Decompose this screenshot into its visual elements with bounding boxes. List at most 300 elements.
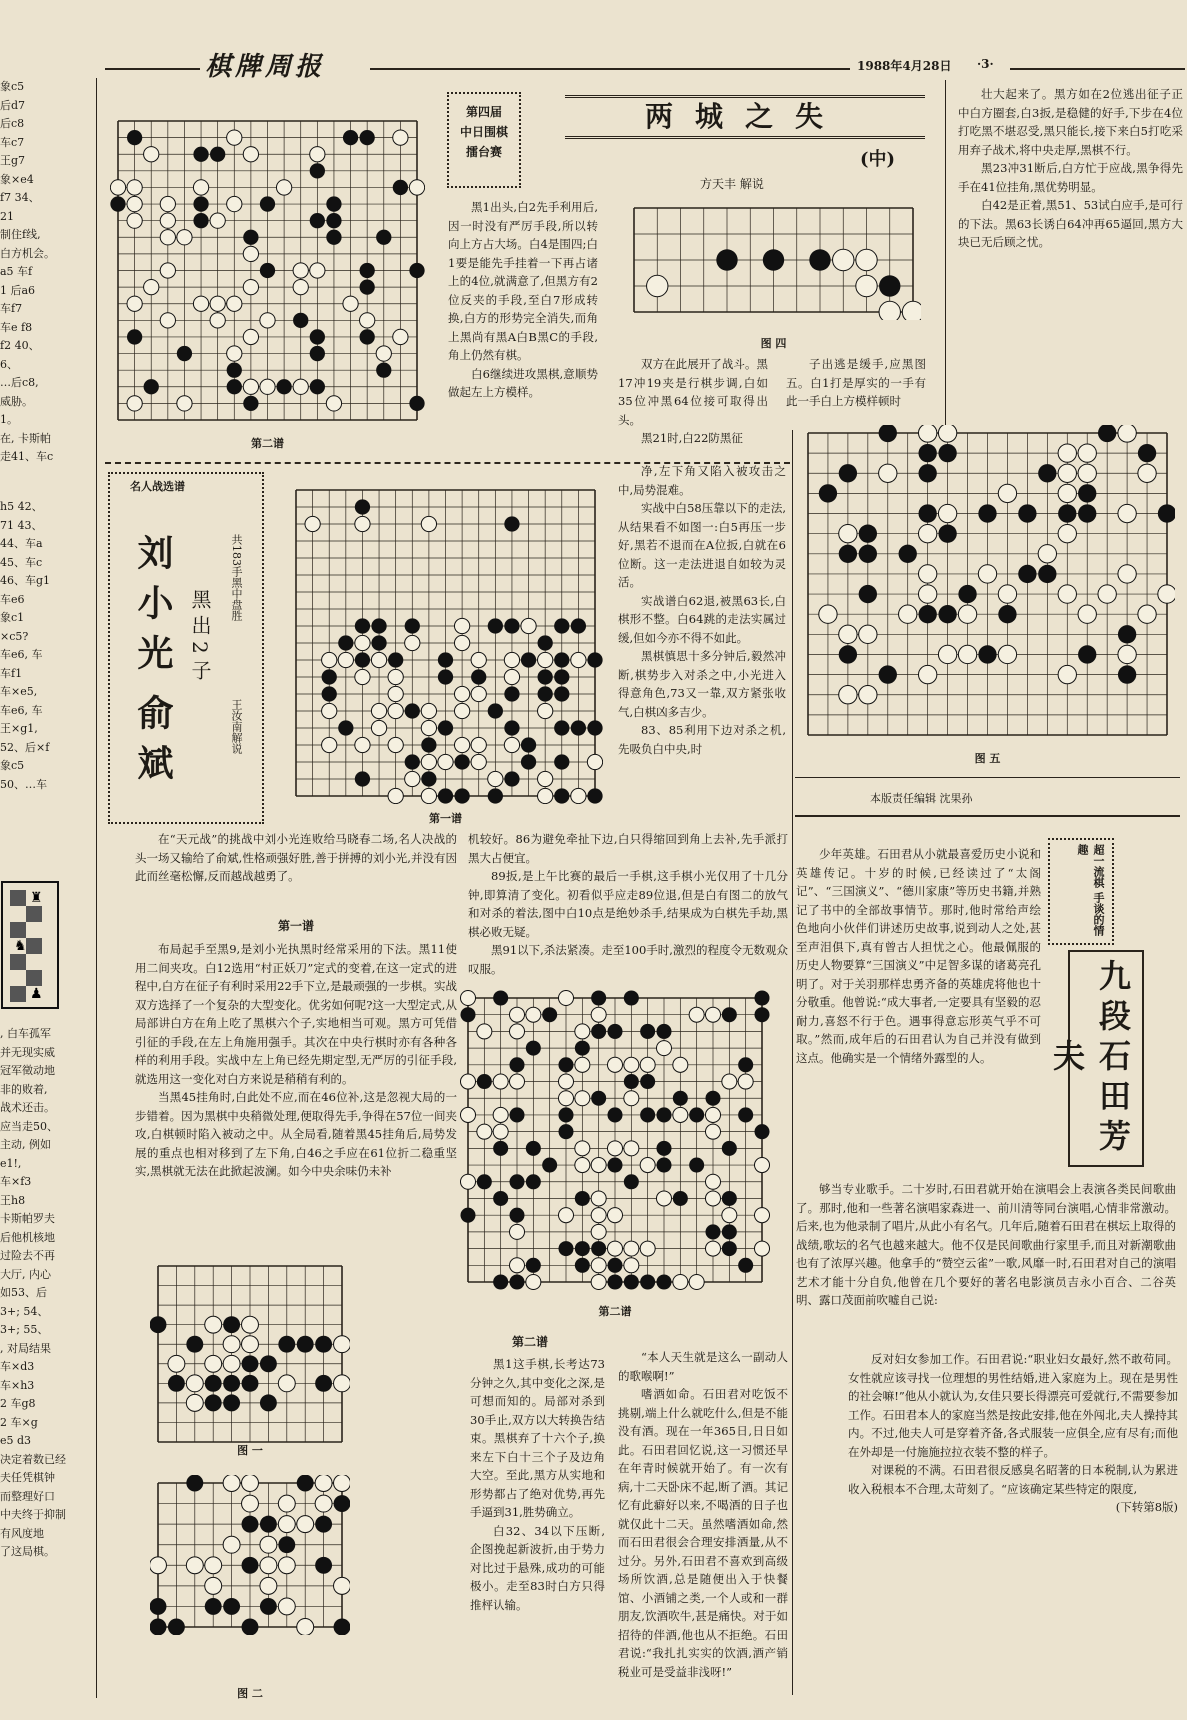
black-stone <box>193 213 208 228</box>
column2-text-right <box>848 1350 1178 1695</box>
black-stone <box>127 130 142 145</box>
white-stone <box>205 1577 222 1594</box>
white-stone <box>918 565 936 583</box>
black-stone <box>310 346 325 361</box>
white-stone <box>409 180 424 195</box>
white-stone <box>243 147 258 162</box>
black-stone <box>360 329 375 344</box>
white-stone <box>1058 665 1076 683</box>
black-stone <box>1058 504 1076 522</box>
black-stone <box>460 1208 475 1223</box>
black-stone <box>205 1394 222 1411</box>
black-stone <box>809 249 830 270</box>
white-stone <box>210 213 225 228</box>
strip-line: 王g7 <box>0 154 26 167</box>
white-stone <box>705 1241 720 1256</box>
feature-title: 两城之失 <box>565 95 925 139</box>
black-stone <box>177 346 192 361</box>
masters-intro <box>135 830 457 905</box>
white-stone <box>355 669 370 684</box>
black-stone <box>526 1141 541 1156</box>
feature-author: 方天丰 解说 <box>700 177 764 191</box>
header-rule-right <box>1010 68 1185 70</box>
white-stone <box>918 585 936 603</box>
white-stone <box>243 329 258 344</box>
white-stone <box>647 275 668 296</box>
strip-line: 后d7 <box>0 98 26 112</box>
strip-line: …后c8, <box>0 376 39 389</box>
black-stone <box>1138 444 1156 462</box>
strip-line: 44、车a <box>0 537 43 550</box>
feature-part: (中) <box>860 149 896 170</box>
white-stone <box>205 1316 222 1333</box>
white-stone <box>839 625 857 643</box>
white-stone <box>297 1516 314 1533</box>
black-stone <box>978 504 996 522</box>
white-stone <box>689 1274 704 1289</box>
white-stone <box>186 1557 203 1574</box>
white-stone <box>509 1024 524 1039</box>
black-stone <box>640 1074 655 1089</box>
white-stone <box>538 652 553 667</box>
white-stone <box>879 464 897 482</box>
strip-line: 车e6 <box>0 592 25 606</box>
strip-line: 车e6, 车 <box>0 648 43 661</box>
black-stone <box>493 1191 508 1206</box>
black-stone <box>554 754 569 769</box>
white-stone <box>673 1107 688 1122</box>
black-stone <box>504 686 519 701</box>
editor-rule <box>795 777 1180 778</box>
white-stone <box>624 1057 639 1072</box>
left-strip-lower <box>0 1025 92 1690</box>
white-stone <box>624 1241 639 1256</box>
white-stone <box>640 1057 655 1072</box>
white-stone <box>1158 585 1175 603</box>
white-stone <box>938 504 956 522</box>
go-board-figure-1 <box>150 1258 350 1450</box>
strip-line: , 对局结果 <box>0 1341 51 1355</box>
black-stone <box>477 1174 492 1189</box>
black-stone <box>260 1598 277 1615</box>
white-stone <box>754 1208 769 1223</box>
paragraph: 黑91以下,杀法紧凑。走至100手时,激烈的程度令无数观众叹服。 <box>468 943 788 976</box>
white-stone <box>260 1536 277 1553</box>
black-stone <box>554 669 569 684</box>
black-stone <box>554 652 569 667</box>
strip-line: 3+; 54、 <box>0 1304 49 1318</box>
white-stone <box>405 635 420 650</box>
white-stone <box>509 1074 524 1089</box>
black-stone <box>355 499 370 514</box>
black-stone <box>388 652 403 667</box>
white-stone <box>575 1024 590 1039</box>
white-stone <box>587 754 602 769</box>
white-stone <box>640 1241 655 1256</box>
black-stone <box>260 1516 277 1533</box>
black-stone <box>315 1336 332 1353</box>
strip-line: 21 <box>0 209 14 223</box>
white-stone <box>558 990 573 1005</box>
black-stone <box>640 1107 655 1122</box>
black-stone <box>509 1174 524 1189</box>
black-stone <box>591 990 606 1005</box>
white-stone <box>338 652 353 667</box>
black-stone <box>144 379 159 394</box>
white-stone <box>310 263 325 278</box>
white-stone <box>504 652 519 667</box>
black-stone <box>542 1007 557 1022</box>
black-stone <box>242 1557 259 1574</box>
strip-line: 了这局棋。 <box>0 1545 55 1558</box>
black-stone <box>315 1375 332 1392</box>
paragraph: 在“天元战”的挑战中刘小光连败给马晓春二场,名人决战的头一场又输给了俞斌,性格顽强好胜,善于拼搏的刘小光,并没有因此而丝毫松懈,反而越战越勇了。 <box>135 832 457 883</box>
black-stone <box>343 130 358 145</box>
player-black-name: 刘小光 <box>132 534 174 684</box>
black-stone <box>488 618 503 633</box>
white-stone <box>624 1141 639 1156</box>
black-stone <box>405 618 420 633</box>
strip-line: 45、车c <box>0 555 43 569</box>
column2-text-top <box>796 845 1041 1175</box>
black-stone <box>168 1619 185 1635</box>
white-stone <box>322 737 337 752</box>
black-stone <box>243 230 258 245</box>
black-stone <box>1018 565 1036 583</box>
black-stone <box>575 1191 590 1206</box>
black-stone <box>1018 504 1036 522</box>
strip-line: 冠军徵动地 <box>0 1064 55 1077</box>
white-stone <box>624 1091 639 1106</box>
white-stone <box>293 263 308 278</box>
series-line: 中日围棋 <box>459 125 508 139</box>
feature-col-b <box>618 355 768 450</box>
black-stone <box>859 524 877 542</box>
white-stone <box>1118 645 1136 663</box>
black-stone <box>689 1107 704 1122</box>
black-stone <box>554 720 569 735</box>
black-stone <box>371 618 386 633</box>
white-stone <box>127 180 142 195</box>
white-stone <box>260 1557 277 1574</box>
strip-line: 过险去不再 <box>0 1249 55 1262</box>
black-stone <box>315 1516 332 1533</box>
black-stone <box>405 703 420 718</box>
black-stone <box>738 1057 753 1072</box>
black-stone <box>1038 565 1056 583</box>
black-stone <box>1118 665 1136 683</box>
black-stone <box>297 1336 314 1353</box>
white-stone <box>421 788 436 803</box>
white-stone <box>322 703 337 718</box>
black-stone <box>521 754 536 769</box>
black-stone <box>918 444 936 462</box>
black-stone <box>438 720 453 735</box>
white-stone <box>177 230 192 245</box>
strip-line: 非的败着, <box>0 1082 48 1096</box>
white-stone <box>504 737 519 752</box>
white-stone <box>509 1258 524 1273</box>
strip-line: f7 34、 <box>0 191 40 204</box>
white-stone <box>360 313 375 328</box>
go-board-top-left <box>110 113 425 428</box>
black-stone <box>656 1024 671 1039</box>
black-stone <box>488 703 503 718</box>
white-stone <box>343 296 358 311</box>
black-stone <box>186 1475 203 1491</box>
white-stone <box>958 645 976 663</box>
white-stone <box>388 669 403 684</box>
strip-line: 而整理好口 <box>0 1489 55 1503</box>
white-stone <box>1118 565 1136 583</box>
white-stone <box>504 669 519 684</box>
white-stone <box>315 1495 332 1512</box>
white-stone <box>1138 605 1156 623</box>
black-stone <box>227 363 242 378</box>
white-stone <box>607 1141 622 1156</box>
white-stone <box>460 1174 475 1189</box>
black-stone <box>260 196 275 211</box>
white-stone <box>558 1074 573 1089</box>
masters-commentary <box>135 940 457 1240</box>
black-stone <box>355 652 370 667</box>
white-stone <box>278 1516 295 1533</box>
first-move-note: 黑出2子 <box>188 589 212 686</box>
white-stone <box>223 1475 240 1491</box>
strip-line: 2 车×g <box>0 1415 38 1429</box>
white-stone <box>186 1375 203 1392</box>
white-stone <box>326 396 341 411</box>
black-stone <box>1118 625 1136 643</box>
white-stone <box>150 1557 166 1574</box>
black-stone <box>587 788 602 803</box>
black-stone <box>471 669 486 684</box>
black-stone <box>640 1024 655 1039</box>
black-stone <box>376 363 391 378</box>
column2-text-left <box>618 1348 788 1693</box>
strip-line: 主动, 例如 <box>0 1138 51 1151</box>
white-stone <box>405 771 420 786</box>
strip-line: , 白车孤军 <box>0 1027 51 1040</box>
white-stone <box>624 1258 639 1273</box>
black-stone <box>205 1375 222 1392</box>
white-stone <box>571 652 586 667</box>
black-stone <box>326 196 341 211</box>
white-stone <box>856 275 877 296</box>
white-stone <box>293 379 308 394</box>
commentator: 王汝南解说 <box>230 699 243 754</box>
masthead: 棋牌周报 <box>205 52 326 82</box>
white-stone <box>242 1316 259 1333</box>
black-stone <box>554 686 569 701</box>
white-stone <box>460 990 475 1005</box>
black-stone <box>504 618 519 633</box>
white-stone <box>538 771 553 786</box>
white-stone <box>210 296 225 311</box>
black-stone <box>371 635 386 650</box>
strip-line: 象c1 <box>0 611 25 624</box>
white-stone <box>310 147 325 162</box>
black-stone <box>571 618 586 633</box>
black-stone <box>538 669 553 684</box>
black-stone <box>376 230 391 245</box>
black-stone <box>338 720 353 735</box>
black-stone <box>607 1024 622 1039</box>
paragraph: 嗜酒如命。石田君对吃饭不挑剔,端上什么就吃什么,但是不能没有酒。现在一年365日,日日如此。石田君回忆说,这一习惯还早在年青时候就开始了。有一次有病,十二天卧床不起,断了酒。其记忆有此癖好以来,不喝酒的日子也就仅此十二天。虽然嗜酒如命,然而石田君很会合理安排酒量,从不过分。另外,石田君不喜欢到高级场所饮酒,总是随便出入于快餐馆、小酒铺之类,一个人或和一群朋友,饮酒吹牛,甚是痛快。对于如招待的伴酒,他也从不拒绝。石田君说:“我扎扎实实的饮酒,酒产销税业可是受益非浅呀!” <box>618 1387 788 1679</box>
black-stone <box>223 1598 240 1615</box>
paragraph: 壮大起来了。黑方如在2位逃出征子正中白方圈套,白3扳,是稳健的好手,下步在4位打吃黑不堪忍受,黑只能长,接下来白5打吃采用弃子战术,将中央走厚,黑棋不行。 <box>958 87 1183 157</box>
black-stone <box>899 545 917 563</box>
black-stone <box>334 1495 350 1512</box>
strip-line: 1 后a6 <box>0 283 36 297</box>
white-stone <box>160 230 175 245</box>
black-stone <box>110 196 125 211</box>
black-stone <box>1038 464 1056 482</box>
white-stone <box>127 396 142 411</box>
white-stone <box>278 1495 295 1512</box>
black-stone <box>310 329 325 344</box>
masters-series-label: 名人战选谱 <box>130 480 185 493</box>
strip-line: e5 d3 <box>0 1434 32 1447</box>
black-stone <box>1158 504 1175 522</box>
black-stone <box>460 1007 475 1022</box>
black-stone <box>276 379 291 394</box>
black-stone <box>326 213 341 228</box>
white-stone <box>591 1208 606 1223</box>
white-stone <box>938 425 956 442</box>
column2-label-line: 超一流棋 <box>1092 844 1105 888</box>
white-stone <box>488 771 503 786</box>
strip-line: 象c5 <box>0 80 25 93</box>
strip-line: 王h8 <box>0 1193 26 1207</box>
header-rule-mid <box>370 68 850 70</box>
feature-col-c <box>786 355 926 430</box>
black-stone <box>223 1375 240 1392</box>
black-stone <box>558 1241 573 1256</box>
black-stone <box>223 1316 240 1333</box>
series-line: 擂台赛 <box>465 145 502 159</box>
black-stone <box>918 504 936 522</box>
black-stone <box>393 180 408 195</box>
strip-line: 威胁。 <box>0 394 33 408</box>
black-stone <box>205 1598 222 1615</box>
black-stone <box>438 652 453 667</box>
white-stone <box>205 1557 222 1574</box>
header-date: 1988年4月28日 <box>857 59 952 73</box>
white-stone <box>242 1495 259 1512</box>
black-stone <box>322 686 337 701</box>
white-stone <box>471 652 486 667</box>
black-stone <box>607 1158 622 1173</box>
caption-top-left: 第二谱 <box>251 437 284 450</box>
white-stone <box>168 1355 185 1372</box>
white-stone <box>607 1241 622 1256</box>
strip-line: 2 车g8 <box>0 1397 36 1410</box>
black-stone <box>278 1336 295 1353</box>
white-stone <box>998 645 1016 663</box>
black-stone <box>763 249 784 270</box>
black-stone <box>242 1355 259 1372</box>
strip-line: 车f1 <box>0 666 23 680</box>
white-stone <box>127 196 142 211</box>
black-stone <box>421 737 436 752</box>
white-stone <box>227 196 242 211</box>
strip-line: 应当走50、 <box>0 1119 58 1133</box>
white-stone <box>998 585 1016 603</box>
white-stone <box>334 1375 350 1392</box>
black-stone <box>405 754 420 769</box>
black-stone <box>454 754 469 769</box>
black-stone <box>355 771 370 786</box>
black-stone <box>624 990 639 1005</box>
white-stone <box>705 1124 720 1139</box>
paragraph: 黑1这手棋,长考达73分钟之久,其中变化之深,是可想而知的。局部对杀到30手止,双方以大转换告结束。黑棋弃了十六个子,换来左下白十三个子及边角大空。至此,黑方从实地和形势都占了绝对优势,再先手逼到31,胜势确立。 <box>470 1357 605 1519</box>
white-stone <box>673 1057 688 1072</box>
white-stone <box>160 213 175 228</box>
go-board-figure-5 <box>800 425 1175 743</box>
white-stone <box>421 516 436 531</box>
black-stone <box>859 585 877 603</box>
white-stone <box>879 301 900 320</box>
strip-line: 并无现实威 <box>0 1045 55 1059</box>
black-stone <box>186 1336 203 1353</box>
black-stone <box>521 652 536 667</box>
black-stone <box>509 1107 524 1122</box>
series-line: 第四届 <box>465 105 502 119</box>
paragraph: 89扳,是上午比赛的最后一手棋,这手棋小光仅用了十几分钟,即算清了变化。初看似乎应走89位退,但是白有图二的放气和对杀的着法,图中白10点是绝妙杀手,结果成为白棋先手劫,黑棋必败无疑。 <box>468 869 788 939</box>
strip-line: 中夫终于抑制 <box>0 1508 66 1521</box>
white-stone <box>388 788 403 803</box>
black-stone <box>705 1091 720 1106</box>
white-stone <box>388 737 403 752</box>
black-stone <box>978 645 996 663</box>
black-stone <box>1078 504 1096 522</box>
black-stone <box>168 1375 185 1392</box>
editor-credit: 本版责任编辑 沈果孙 <box>870 792 973 805</box>
paragraph: 当黑45挂角时,白此处不应,而在46位补,这是忽视大局的一步错着。因为黑棋中央稍微处理,便取得先手,争得在57位一间夹攻,白棋顿时陷入被动之中。从全局看,随着黑45挂角后,局势发展的重点也相对移到了左下角,白46之手应在61位折二稳重坚实,黑棋就无法在此掀起波澜。如今中央余味仍未补 <box>135 1090 457 1178</box>
column2-title: 九段石田芳夫 <box>1068 950 1144 1167</box>
white-stone <box>526 1274 541 1289</box>
white-stone <box>278 1557 295 1574</box>
white-stone <box>393 329 408 344</box>
paragraph: 83、85利用下边对杀之机,先吸负白中央,时 <box>618 723 786 756</box>
white-stone <box>322 652 337 667</box>
editor-rule-bottom <box>795 815 1180 817</box>
strip-line: 卡斯帕罗夫 <box>0 1212 55 1225</box>
white-stone <box>334 1475 350 1491</box>
white-stone <box>193 296 208 311</box>
white-stone <box>421 754 436 769</box>
strip-line: 战术还击。 <box>0 1101 55 1114</box>
continued-note: (下转第8版) <box>1115 1500 1178 1514</box>
white-stone <box>227 346 242 361</box>
white-stone <box>856 249 877 270</box>
white-stone <box>454 686 469 701</box>
white-stone <box>705 1107 720 1122</box>
black-stone <box>504 771 519 786</box>
white-stone <box>571 788 586 803</box>
black-stone <box>310 163 325 178</box>
black-stone <box>293 313 308 328</box>
black-stone <box>150 1316 166 1333</box>
black-stone <box>722 1241 737 1256</box>
black-stone <box>656 1158 671 1173</box>
column2-text-mid <box>796 1180 1176 1340</box>
black-stone <box>488 788 503 803</box>
black-stone <box>624 1074 639 1089</box>
white-stone <box>278 1598 295 1615</box>
white-stone <box>315 1475 332 1491</box>
